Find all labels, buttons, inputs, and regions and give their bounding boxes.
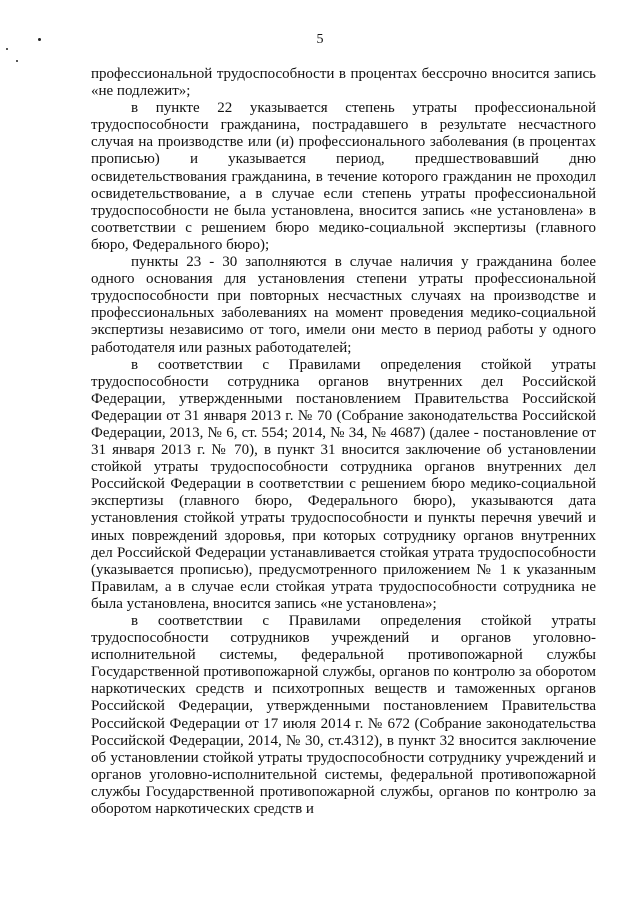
scan-speck xyxy=(6,48,8,50)
paragraph-continuation: профессиональной трудоспособности в процентах бессрочно вносится запись «не подлежит»; xyxy=(91,66,596,100)
scan-speck xyxy=(16,60,18,62)
document-body xyxy=(91,66,596,818)
paragraph-item-22: в пункте 22 указывается степень утраты профессиональной трудоспособности гражданина, пострадавшего в результате несчастного случая на производстве или (и) профессионального заболевания (в процентах прописью) и указывается период, предшествовавший дню освидетельствования гражданина, в течение которого гражданин не проходил освидетельствование, а в случае если степень утраты профессиональной трудоспособности не была установлена, вносится запись «не установлена» в соответствии с решением бюро медико-социальной экспертизы (главного бюро, Федерального бюро); xyxy=(91,100,596,253)
page-number: 5 xyxy=(316,32,324,47)
paragraph-item-31: в соответствии с Правилами определения стойкой утраты трудоспособности сотрудника органов внутренних дел Российской Федерации, утвержденными постановлением Правительства Российской Федерации от 31 января 2013 г. № 70 (Собрание законодательства Российской Федерации, 2013, № 6, ст. 554; 2014, № 34, № 4687) (далее - постановление от 31 января 2013 г. № 70), в пункт 31 вносится заключение об установлении стойкой утраты трудоспособности сотрудника органов внутренних дел Российской Федерации в соответствии с решением бюро медико-социальной экспертизы (главного бюро, Федерального бюро), указываются дата установления стойкой утраты трудоспособности и пункты перечня увечий и иных повреждений здоровья, при которых сотруднику органов внутренних дел Российской Федерации устанавливается стойкая утрата трудоспособности (указывается прописью), предусмотренного приложением № 1 к указанным Правилам, а в случае если стойкая утрата трудоспособности сотрудника не была установлена, вносится запись «не установлена»; xyxy=(91,356,596,612)
paragraph-item-32: в соответствии с Правилами определения стойкой утраты трудоспособности сотрудников учреждений и органов уголовно-исполнительной системы, федеральной противопожарной службы Государственной противопожарной службы, органов по контролю за оборотом наркотических средств и психотропных веществ и таможенных органов Российской Федерации, утвержденными постановлением Правительства Российской Федерации от 17 июля 2014 г. № 672 (Собрание законодательства Российской Федерации, 2014, № 30, ст.4312), в пункт 32 вносится заключение об установлении стойкой утраты трудоспособности сотруднику учреждений и органов уголовно-исполнительной системы, федеральной противопожарной службы Государственной противопожарной службы, органов по контролю за оборотом наркотических средств и xyxy=(91,613,596,818)
paragraph-items-23-30: пункты 23 - 30 заполняются в случае наличия у гражданина более одного основания для установления степени утраты профессиональной трудоспособности при повторных несчастных случаях на производстве и профессиональных заболеваниях на момент проведения медико-социальной экспертизы независимо от того, имели они место в период работы у одного работодателя или разных работодателей; xyxy=(91,254,596,356)
